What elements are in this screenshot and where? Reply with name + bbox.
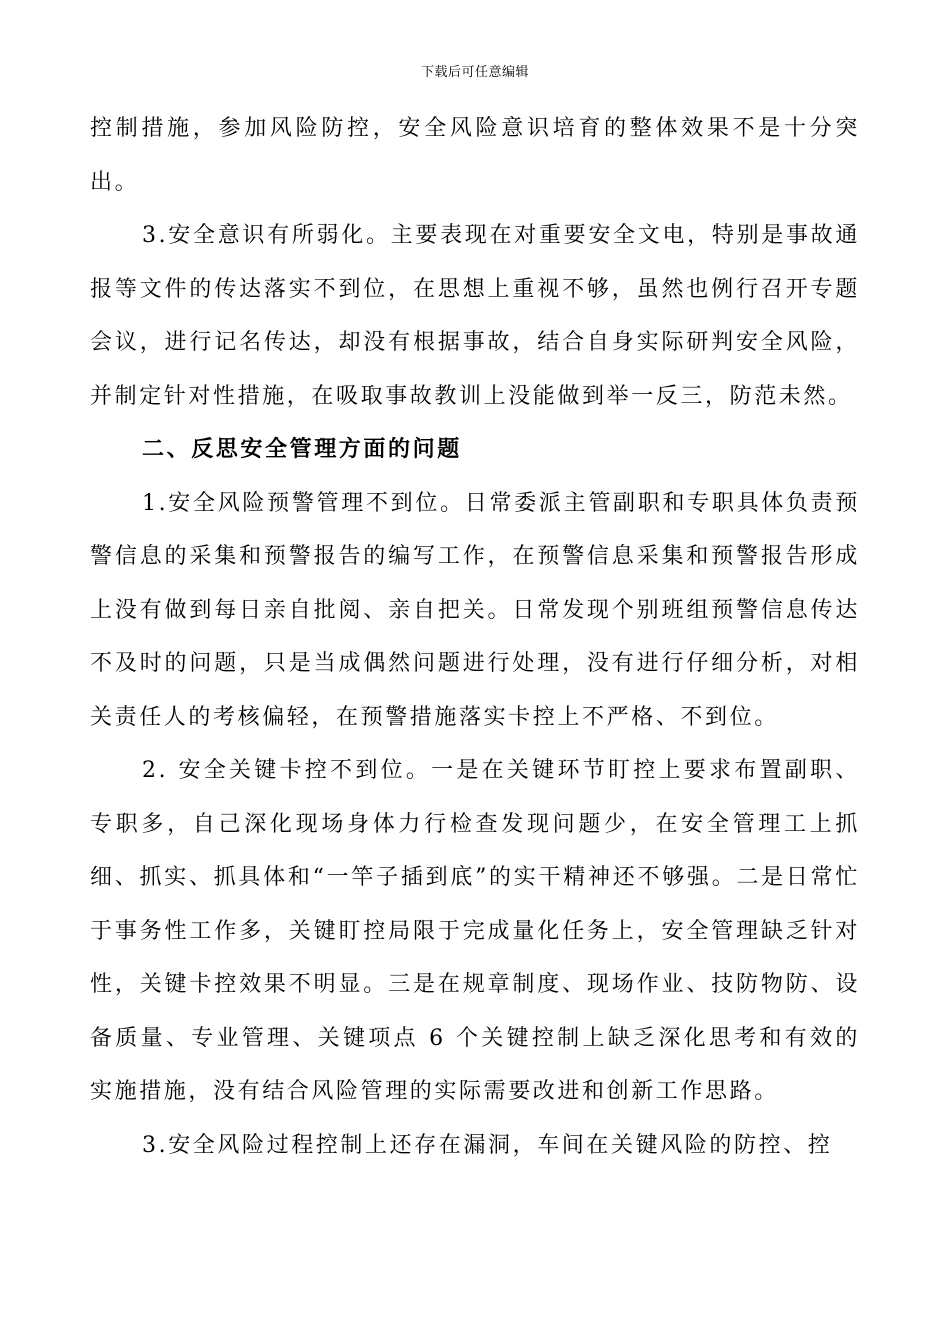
document-body [90,102,860,1172]
page-header: 下载后可任意编辑 [420,65,529,80]
paragraph-safety-awareness: 3.安全意识有所弱化。主要表现在对重要安全文电，特别是事故通报等文件的传达落实不到位，在思想上重视不够，虽然也例行召开专题会议，进行记名传达，却没有根据事故，结合自身实际研判安全风险，并制定针对性措施，在吸取事故教训上没能做到举一反三，防范未然。 [90,223,860,409]
paragraph-key-control: 2. 安全关键卡控不到位。一是在关键环节盯控上要求布置副职、专职多，自己深化现场身体力行检查发现问题少，在安全管理工上抓细、抓实、抓具体和“一竿子插到底”的实干精神还不够强。二是日常忙于事务性工作多，关键盯控局限于完成量化任务上，安全管理缺乏针对性，关键卡控效果不明显。三是在规章制度、现场作业、技防物防、设备质量、专业管理、关键项点 6 个关键控制上缺乏深化思考和有效的实施措施，没有结合风险管理的实际需要改进和创新工作思路。 [90,758,860,1104]
paragraph-process-control: 3.安全风险过程控制上还存在漏洞，车间在关键风险的防控、控 [142,1132,833,1158]
paragraph-risk-warning: 1.安全风险预警管理不到位。日常委派主管副职和专职具体负责预警信息的采集和预警报告的编写工作，在预警信息采集和预警报告形成上没有做到每日亲自批阅、亲自把关。日常发现个别班组预警信息传达不及时的问题，只是当成偶然问题进行处理，没有进行仔细分析，对相关责任人的考核偏轻，在预警措施落实卡控上不严格、不到位。 [90,490,860,730]
paragraph-continuation: 控制措施，参加风险防控，安全风险意识培育的整体效果不是十分突出。 [90,116,860,195]
section-heading: 二、反思安全管理方面的问题 [142,436,462,462]
